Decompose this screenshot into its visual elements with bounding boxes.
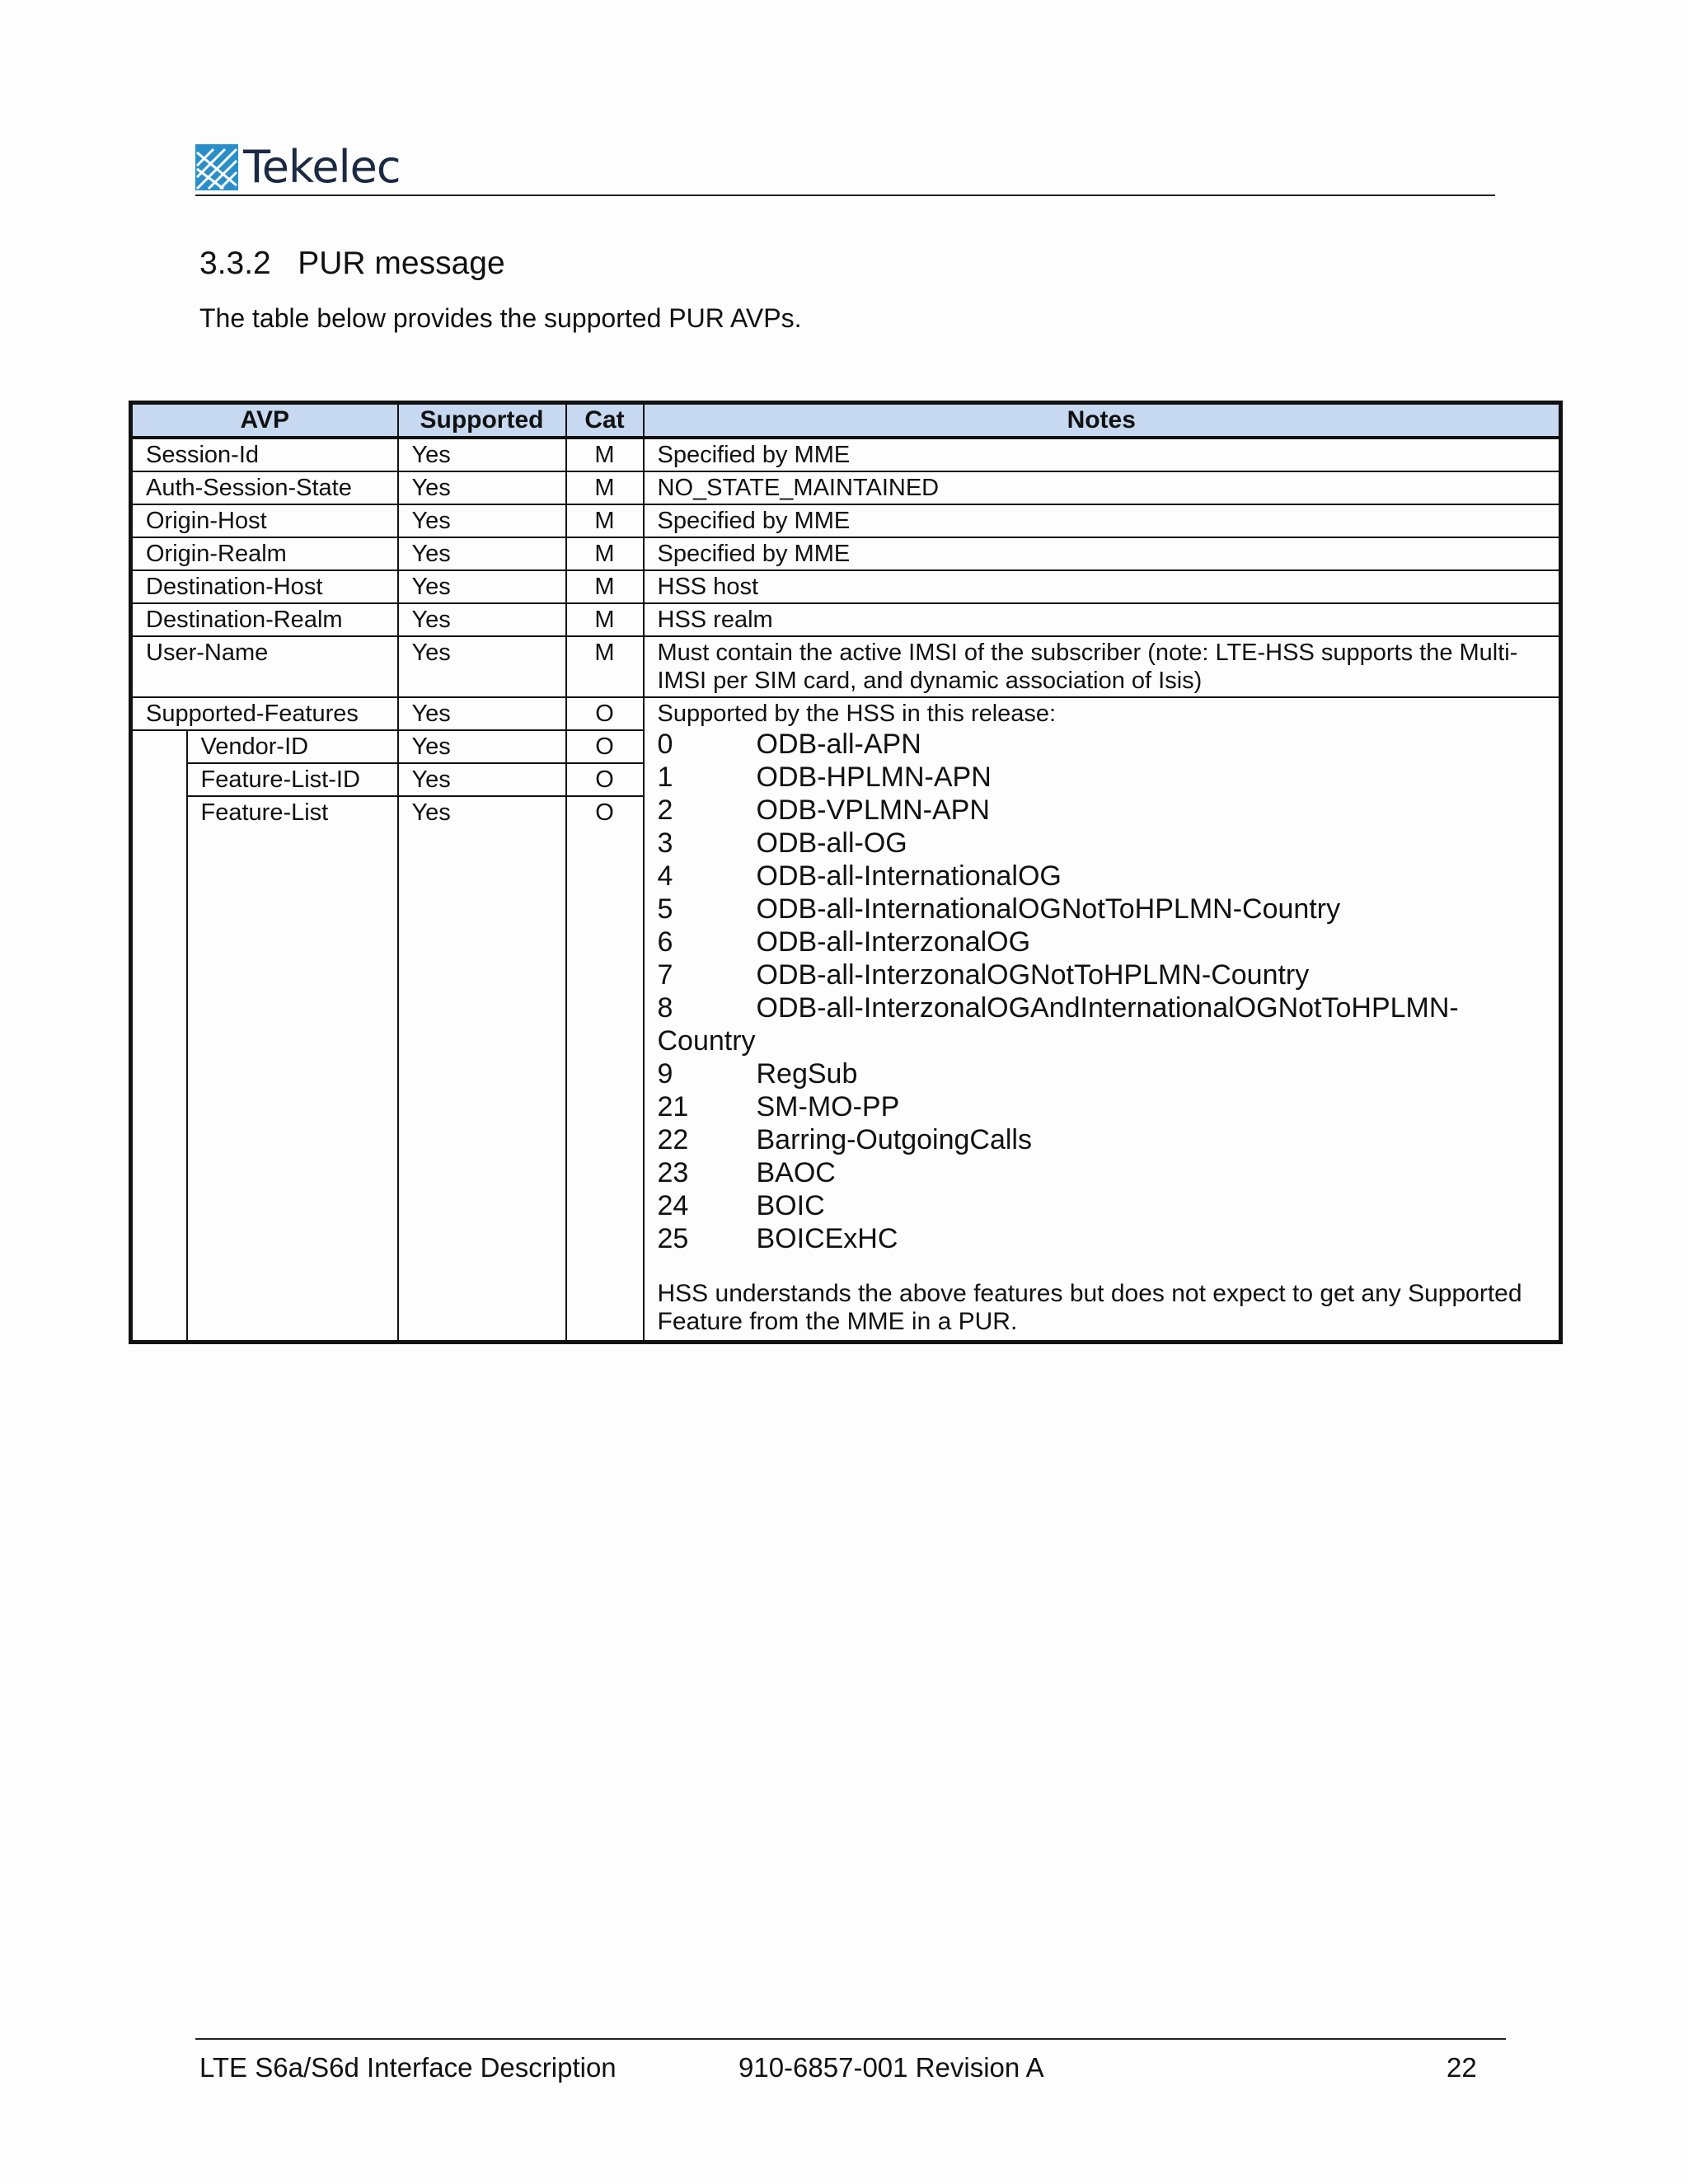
feature-item <box>658 893 1546 926</box>
avp-table <box>129 401 1563 1344</box>
avp-cell: Session-Id <box>131 438 398 471</box>
avp-cell: Origin-Host <box>131 504 398 537</box>
table-row <box>131 603 1561 636</box>
feature-name: ODB-all-InterzonalOG <box>756 926 1031 958</box>
footer-title: LTE S6a/S6d Interface Description <box>199 2052 617 2083</box>
feature-item <box>658 761 1546 794</box>
table-row <box>131 471 1561 504</box>
table-row <box>131 504 1561 537</box>
notes-cell: NO_STATE_MAINTAINED <box>644 471 1561 504</box>
feature-number: 8 <box>657 992 673 1024</box>
notes-cell-supported-features <box>644 697 1561 1342</box>
supported-cell: Yes <box>398 730 566 763</box>
column-header-cat: Cat <box>566 403 644 438</box>
feature-item <box>658 827 1546 860</box>
intro-text: The table below provides the supported PUR AVPs. <box>199 303 802 333</box>
avp-cell: Origin-Realm <box>131 537 398 570</box>
feature-number: 9 <box>657 1058 673 1090</box>
supported-cell: Yes <box>398 603 566 636</box>
supported-cell: Yes <box>398 438 566 471</box>
table-row <box>131 636 1561 697</box>
feature-number: 4 <box>657 860 673 892</box>
column-header-supported: Supported <box>398 403 566 438</box>
feature-number: 23 <box>657 1157 689 1188</box>
footer-rule <box>195 2038 1506 2040</box>
feature-item <box>658 1222 1546 1255</box>
feature-number: 25 <box>657 1223 689 1254</box>
column-header-avp: AVP <box>131 403 398 438</box>
feature-item <box>658 1090 1546 1123</box>
cat-cell: O <box>566 763 644 796</box>
feature-number: 5 <box>657 893 673 925</box>
supported-cell: Yes <box>398 763 566 796</box>
cat-cell: M <box>566 636 644 697</box>
features-footnote: HSS understands the above features but does not expect to get any Supported Feature from the MME in a PUR. <box>657 1280 1522 1335</box>
footer-doc-number: 910-6857-001 Revision A <box>738 2052 1044 2083</box>
feature-name: ODB-all-OG <box>756 827 907 859</box>
feature-item <box>658 794 1546 827</box>
feature-name: ODB-VPLMN-APN <box>756 794 990 826</box>
footer-page-number: 22 <box>1447 2052 1477 2083</box>
feature-name: ODB-all-InternationalOGNotToHPLMN-Country <box>756 893 1341 925</box>
header-rule <box>195 194 1495 196</box>
cat-cell: M <box>566 471 644 504</box>
feature-name: RegSub <box>756 1058 858 1090</box>
feature-item <box>658 1156 1546 1189</box>
feature-item <box>658 1057 1546 1090</box>
cat-cell: O <box>566 730 644 763</box>
column-header-notes: Notes <box>644 403 1561 438</box>
indent-cell <box>131 730 187 763</box>
supported-cell: Yes <box>398 570 566 603</box>
feature-name: SM-MO-PP <box>756 1091 900 1122</box>
feature-name: Barring-OutgoingCalls <box>756 1124 1032 1155</box>
feature-number: 3 <box>657 827 673 859</box>
feature-number: 22 <box>657 1124 689 1155</box>
notes-cell: Specified by MME <box>644 504 1561 537</box>
feature-item <box>658 958 1546 991</box>
table-row <box>131 697 1561 730</box>
feature-name: BOIC <box>756 1190 825 1221</box>
notes-cell: Must contain the active IMSI of the subscriber (note: LTE-HSS supports the Multi-IMSI per SIM card, and dynamic association of Isis) <box>644 636 1561 697</box>
tekelec-logo <box>195 143 401 192</box>
avp-cell: Auth-Session-State <box>131 471 398 504</box>
cat-cell: O <box>566 697 644 730</box>
feature-name: BAOC <box>756 1157 836 1188</box>
notes-cell: Specified by MME <box>644 537 1561 570</box>
cat-cell: M <box>566 504 644 537</box>
table-row <box>131 537 1561 570</box>
feature-item <box>658 991 1546 1024</box>
notes-cell: HSS realm <box>644 603 1561 636</box>
feature-name: BOICExHC <box>756 1223 898 1254</box>
cat-cell: O <box>566 796 644 1342</box>
feature-item <box>658 1189 1546 1222</box>
supported-cell: Yes <box>398 796 566 1342</box>
avp-cell: Supported-Features <box>131 697 398 730</box>
supported-cell: Yes <box>398 537 566 570</box>
avp-cell: Feature-List-ID <box>187 763 398 796</box>
feature-item <box>658 1123 1546 1156</box>
feature-name: ODB-all-InterzonalOGAndInternationalOGNotToHPLMN- <box>756 992 1459 1024</box>
cat-cell: M <box>566 438 644 471</box>
feature-number: 6 <box>657 926 673 958</box>
notes-cell: HSS host <box>644 570 1561 603</box>
tekelec-logo-icon <box>195 144 238 190</box>
feature-number: 0 <box>657 729 673 760</box>
feature-number: 1 <box>657 762 673 793</box>
avp-cell: User-Name <box>131 636 398 697</box>
indent-cell <box>131 763 187 796</box>
feature-number: 21 <box>657 1091 689 1122</box>
feature-number: 7 <box>657 959 673 991</box>
indent-cell <box>131 796 187 1342</box>
avp-cell: Vendor-ID <box>187 730 398 763</box>
feature-name: ODB-all-InterzonalOGNotToHPLMN-Country <box>756 959 1310 991</box>
cat-cell: M <box>566 537 644 570</box>
logo-wordmark: Tekelec <box>243 141 401 193</box>
supported-cell: Yes <box>398 504 566 537</box>
notes-cell: Specified by MME <box>644 438 1561 471</box>
feature-number: 2 <box>657 794 673 826</box>
table-header-row <box>131 403 1561 438</box>
avp-cell: Feature-List <box>187 796 398 1342</box>
feature-item <box>658 728 1546 761</box>
features-header: Supported by the HSS in this release: <box>657 701 1057 727</box>
feature-name: ODB-HPLMN-APN <box>756 762 992 793</box>
cat-cell: M <box>566 570 644 603</box>
avp-cell: Destination-Host <box>131 570 398 603</box>
table-row <box>131 570 1561 603</box>
supported-cell: Yes <box>398 697 566 730</box>
feature-name-continuation: Country <box>657 1025 756 1057</box>
feature-name: ODB-all-APN <box>756 729 921 760</box>
table-row <box>131 438 1561 471</box>
supported-cell: Yes <box>398 636 566 697</box>
avp-cell: Destination-Realm <box>131 603 398 636</box>
feature-item <box>658 860 1546 893</box>
section-title: 3.3.2 PUR message <box>199 246 505 281</box>
feature-item <box>658 926 1546 958</box>
feature-number: 24 <box>657 1190 689 1221</box>
cat-cell: M <box>566 603 644 636</box>
supported-cell: Yes <box>398 471 566 504</box>
feature-name: ODB-all-InternationalOG <box>756 860 1062 892</box>
